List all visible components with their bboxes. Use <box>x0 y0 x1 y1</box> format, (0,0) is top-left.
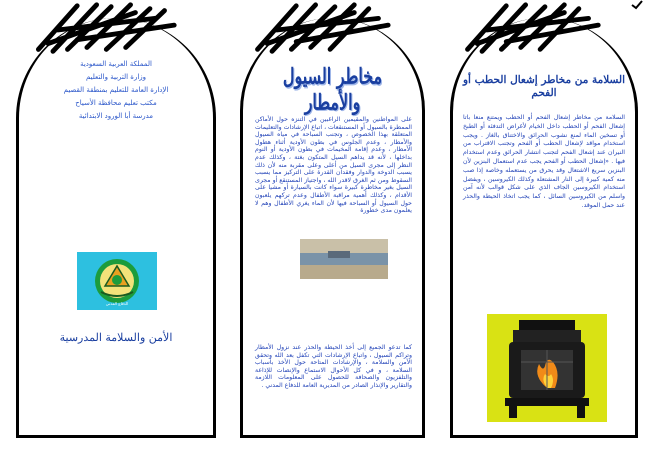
wood-charcoal-title: السلامة من مخاطر إشعال الحطب أو الفحم <box>462 74 626 99</box>
header-lines <box>37 58 195 123</box>
scribble-decoration <box>19 0 213 60</box>
corner-mark-icon <box>630 0 644 10</box>
floods-title: مخاطر السيول والأمطار <box>282 63 383 115</box>
brochure-panel-left <box>16 18 216 438</box>
header-line: مكتب تعليم محافظة الأسياح <box>75 99 157 107</box>
safety-title: الأمن والسلامة المدرسية <box>59 331 173 344</box>
header-line: المملكة العربية السعودية <box>80 60 152 68</box>
floods-paragraph: على المواطنين والمقيمين الراغبين في التنزه حول الأماكن الممطرة بالسيول أو المستنقعات ، اتباع الإرشادات والتعليمات المتعلقة بهذا الخصوص ، وتجنب السباحة في مياه السيول والأمطار ، وعدم الجلوس في بطون الأودية أثناء هطول الأمطار ، وعدم إقامة المخيمات في بطون الأودية أو النوم بداخلها ، لأنه قد يداهم السيل المتكون بغتة ، وكذلك عدم النظر إلى مجرى السيل من أعلى وعلى مقربة منه لأن ذلك يسبب الدوخة والدوار وفقدان القدرة على التركيز مما يسبب السقوط ومن ثم الغرق لاقدر الله ، واجتياز المستنقع أو مجرى السيل بغير مخاطرة كبيرة سواء كانت بالسيارة أو مشيا على الأقدام ، وكذلك أهمية مراقبة الأطفال وعدم تركهم يلعبون حول السيول أو السباحة فيها لأن الماء يغري الأطفال وهم لا يعلمون مدى خطورة <box>255 116 412 215</box>
stove-illustration <box>487 314 607 422</box>
scribble-decoration <box>453 0 635 60</box>
header-line: وزارة التربية والتعليم <box>85 73 147 81</box>
civil-defense-logo <box>77 252 157 310</box>
brochure-panel-right <box>450 18 638 438</box>
header-line: مدرسة أبا الورود الابتدائية <box>78 112 154 120</box>
header-line: الإدارة العامة للتعليم بمنطقة القصيم <box>63 86 169 94</box>
wood-charcoal-paragraph: السلامة من مخاطر إشعال الفحم أو الحطب ويمتنع منعا باتا إشعال الفحم أو الحطب داخل الخيام لأغراض التدفئة أو الطبخ أو تسخين الماء لمنع نشوب الحرائق والاختناق بالغاز . ويجب استخدام مواقد لإشعال الحطب أو الفحم وتجنب الاقتراب من النيران عند إشعال الفحم لتجنب انتشار الحرائق وعدم استخدام فيها . «إشعال الحطب أو الفحم يجب عدم استعمال البنزين لأن البنزين سريع الاشتعال وقد يحرق من يستعمله وخاصة إذا صب منه كمية كبيرة إلى النار المشتعلة وكذلك الكيروسين ، ويفضل استخدام الكيروسين الجاف الذي على شكل قوالب لأنه آمن واسلم من الكيروسين السائل ، كما يجب اتخاذ الحيطة والحذر عند حمل الموقد. <box>463 114 625 209</box>
brochure-panel-middle <box>240 18 425 438</box>
flood-photo <box>300 239 388 279</box>
floods-paragraph-2: كما تدعو الجميع إلى أخذ الحيطة والحذر عند نزول الأمطار وتراكم السيول ، واتباع الإرشادات التي تكفل بعد الله وتحقق الأمن والسلامة ، والإرشادات المتاحة حول الأخذ بأسباب السلامة ، و في كل الأحوال الاستماع والإنصات للإذاعة والتلفزيون والصحافة للحصول على المعلومات اللازمة والتقارير والإنذار الصادر من المديرية العامة للدفاع المدني . <box>255 344 412 389</box>
scribble-decoration <box>243 0 422 60</box>
logo-caption: الدفاع المدني <box>105 301 129 306</box>
